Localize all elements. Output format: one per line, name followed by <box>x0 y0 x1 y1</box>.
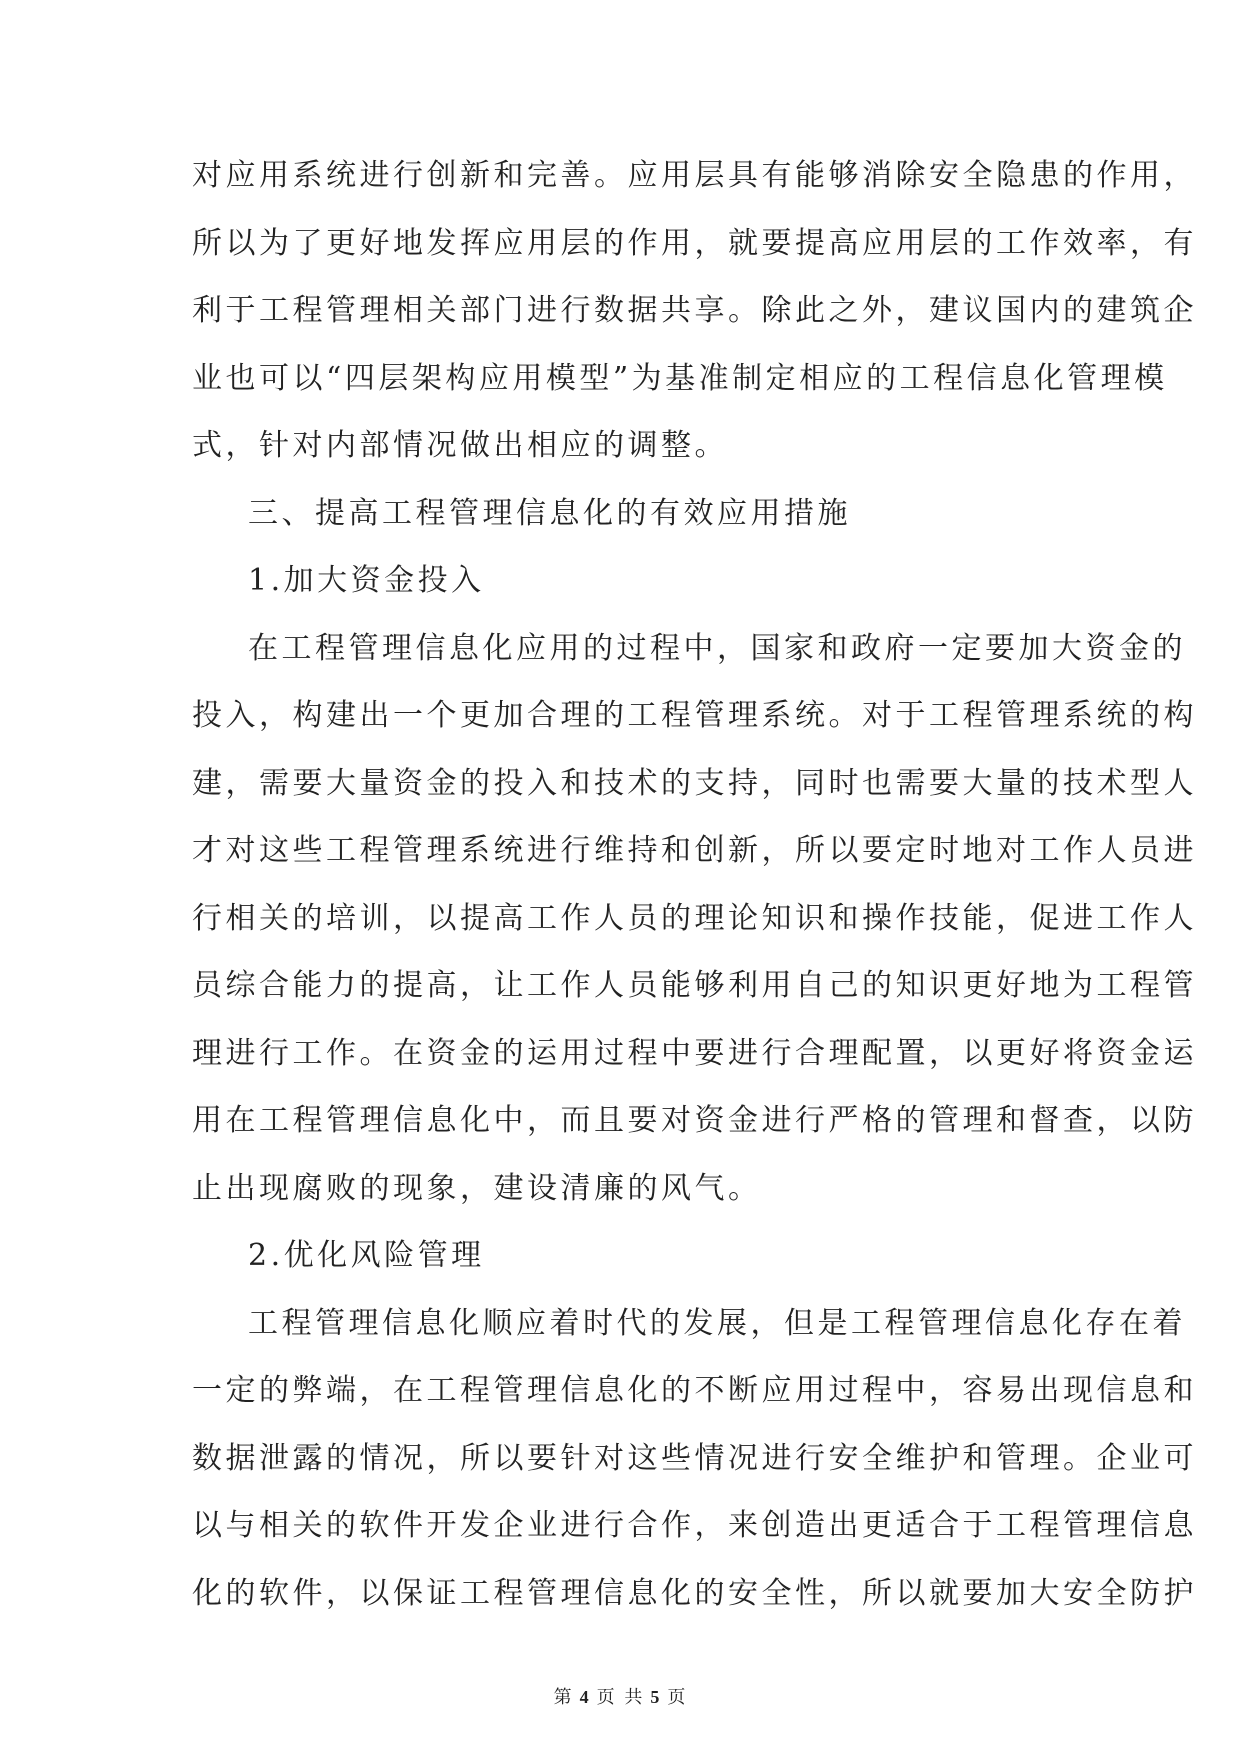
text-line: 三、提高工程管理信息化的有效应用措施 <box>248 495 851 531</box>
total-page-number: 5 <box>650 1687 662 1707</box>
current-page-number: 4 <box>579 1687 591 1707</box>
text-line: 以与相关的软件开发企业进行合作，来创造出更适合于工程管理信息 <box>192 1508 1197 1543</box>
text-line: 用在工程管理信息化中，而且要对资金进行严格的管理和督查，以防 <box>192 1103 1197 1138</box>
text-line: 业也可以“四层架构应用模型”为基准制定相应的工程信息化管理模 <box>192 360 1168 396</box>
text-line: 2.优化风险管理 <box>248 1238 485 1273</box>
text-line: 理进行工作。在资金的运用过程中要进行合理配置，以更好将资金运 <box>192 1035 1197 1071</box>
footer-middle: 页 共 <box>596 1687 645 1708</box>
text-line: 建，需要大量资金的投入和技术的支持，同时也需要大量的技术型人 <box>192 765 1197 801</box>
text-line: 对应用系统进行创新和完善。应用层具有能够消除安全隐患的作用， <box>192 158 1197 193</box>
text-line: 投入，构建出一个更加合理的工程管理系统。对于工程管理系统的构 <box>192 698 1197 733</box>
body-text <box>192 158 1197 1645</box>
text-line: 一定的弊端，在工程管理信息化的不断应用过程中，容易出现信息和 <box>192 1373 1197 1408</box>
text-line: 数据泄露的情况，所以要针对这些情况进行安全维护和管理。企业可 <box>192 1440 1197 1476</box>
text-line: 式，针对内部情况做出相应的调整。 <box>192 428 728 463</box>
page-footer <box>0 1686 1241 1709</box>
text-line: 在工程管理信息化应用的过程中，国家和政府一定要加大资金的 <box>248 630 1186 666</box>
text-line: 行相关的培训，以提高工作人员的理论知识和操作技能，促进工作人 <box>192 900 1197 936</box>
text-line: 利于工程管理相关部门进行数据共享。除此之外，建议国内的建筑企 <box>192 293 1197 328</box>
text-line: 止出现腐败的现象，建设清廉的风气。 <box>192 1170 762 1206</box>
text-line: 员综合能力的提高，让工作人员能够利用自己的知识更好地为工程管 <box>192 968 1197 1003</box>
footer-suffix: 页 <box>667 1687 688 1708</box>
footer-prefix: 第 <box>553 1687 574 1708</box>
text-line: 化的软件，以保证工程管理信息化的安全性，所以就要加大安全防护 <box>192 1575 1197 1611</box>
text-line: 才对这些工程管理系统进行维持和创新，所以要定时地对工作人员进 <box>192 833 1197 868</box>
text-line: 工程管理信息化顺应着时代的发展，但是工程管理信息化存在着 <box>248 1305 1186 1341</box>
text-line: 1.加大资金投入 <box>248 563 485 598</box>
text-line: 所以为了更好地发挥应用层的作用，就要提高应用层的工作效率，有 <box>192 225 1197 261</box>
